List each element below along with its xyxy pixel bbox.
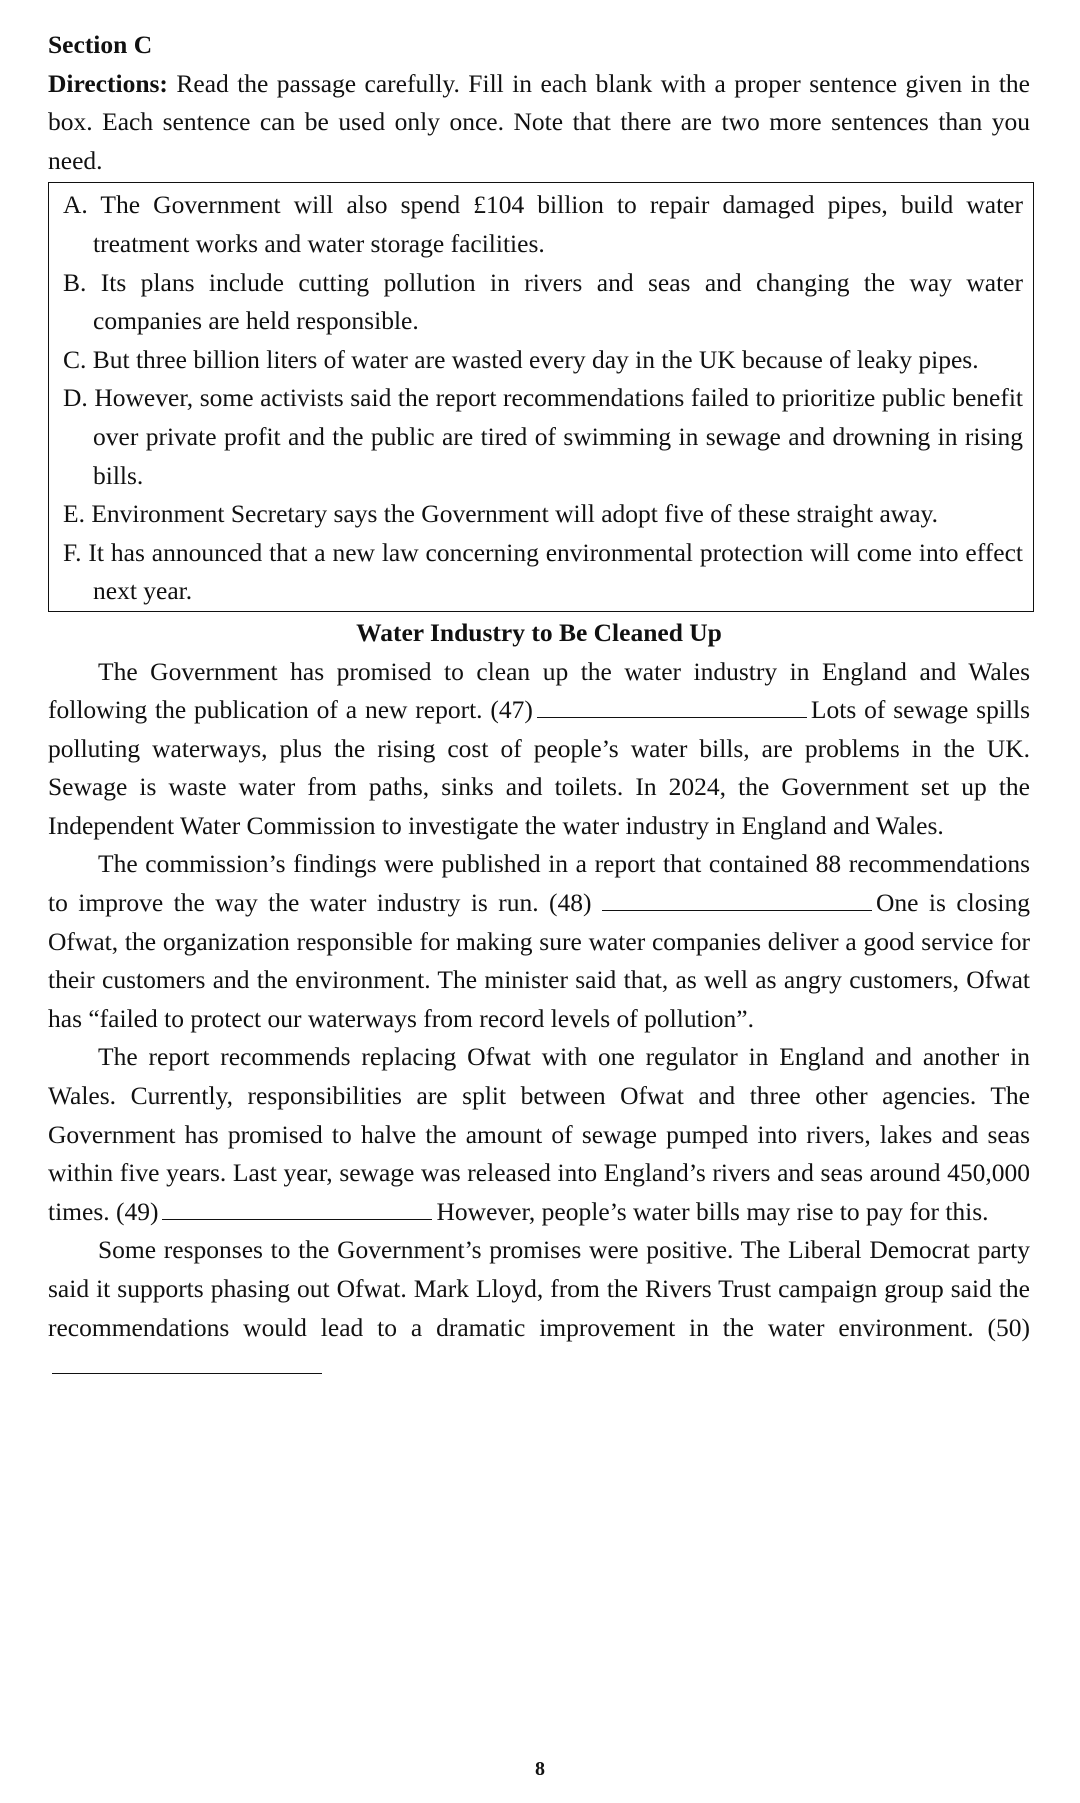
paragraph-1-after: Lots of sewage spills polluting waterways, plus the rising cost of people’s water bills, are problems in the UK. Sewage is waste water from paths, sinks and toilets. In 2024, the Government set up the Independent Water Commission to investigate the water industry in England and Wales. (48, 695, 1030, 840)
paragraph-4 (48, 1231, 1030, 1385)
exam-page (48, 26, 1030, 1386)
blank-47[interactable] (537, 693, 807, 718)
blank-48[interactable] (602, 886, 872, 911)
page-number: 8 (535, 1758, 545, 1780)
paragraph-3 (48, 1038, 1030, 1231)
directions (48, 65, 1030, 181)
paragraph-2-after: One is closing Ofwat, the organization responsible for making sure water companies deliver a good service for their customers and the environment. The minister said that, as well as angry customers, Ofwat has “failed to protect our waterways from record levels of pollution”. (48, 888, 1030, 1033)
paragraph-4-before: Some responses to the Government’s promises were positive. The Liberal Democrat party said it supports phasing out Ofwat. Mark Lloyd, from the Rivers Trust campaign group said the recommendations would lead to a dramatic improvement in the water environment. (50) (48, 1235, 1030, 1342)
option-f: F. It has announced that a new law concerning environmental protection will come into effect next year. (63, 537, 1023, 606)
paragraph-1-before: The Government has promised to clean up the water industry in England and Wales following the publication of a new report. (47) (48, 656, 1030, 725)
directions-label: Directions: (48, 68, 168, 98)
option-e: E. Environment Secretary says the Government will adopt five of these straight away. (63, 499, 939, 529)
paragraph-3-after: However, people’s water bills may rise to pay for this. (436, 1196, 989, 1226)
paragraph-2-before: The commission’s findings were published in a report that contained 88 recommendations to improve the way the water industry is run. (48) (48, 849, 1030, 918)
option-c: C. But three billion liters of water are wasted every day in the UK because of leaky pipes. (63, 344, 979, 374)
blank-49[interactable] (162, 1195, 432, 1220)
option-a: A. The Government will also spend £104 billion to repair damaged pipes, build water treatment works and water storage facilities. (63, 190, 1023, 258)
option-b: B. Its plans include cutting pollution in rivers and seas and changing the way water companies are held responsible. (63, 267, 1023, 336)
paragraph-3-before: The report recommends replacing Ofwat with one regulator in England and another in Wales. Currently, responsibilities are split between Ofwat and three other agencies. The Government has promised to halve the amount of sewage pumped into rivers, lakes and seas within five years. Last year, sewage was released into England’s rivers and seas around 450,000 times. (49) (48, 1042, 1030, 1226)
blank-50[interactable] (52, 1349, 322, 1374)
option-d: D. However, some activists said the report recommendations failed to prioritize public benefit over private profit and the public are tired of swimming in sewage and drowning in rising bills. (63, 383, 1023, 490)
paragraph-2 (48, 845, 1030, 1038)
section-title: Section C (48, 30, 153, 59)
directions-text: Read the passage carefully. Fill in each blank with a proper sentence given in the box. Each sentence can be used only once. Note that there are two more sentences than you need. (48, 68, 1030, 175)
paragraph-1 (48, 653, 1030, 846)
options-box (48, 182, 1034, 612)
passage-title: Water Industry to Be Cleaned Up (356, 617, 722, 647)
